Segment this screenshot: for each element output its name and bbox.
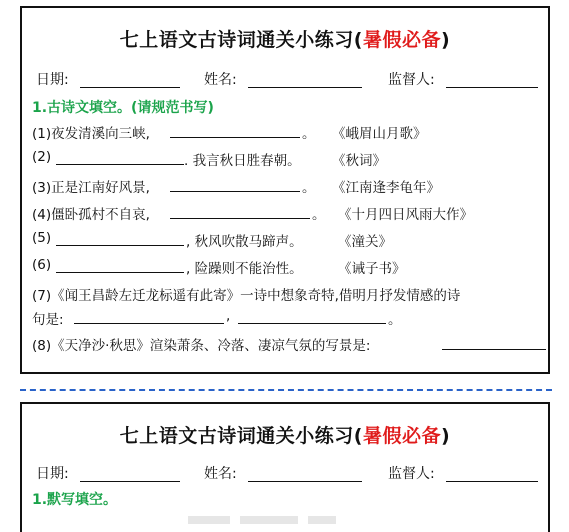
date-label: 日期: bbox=[36, 72, 69, 88]
item-prefix: (3)正是江南好风景, bbox=[32, 180, 150, 196]
supervisor-field[interactable] bbox=[446, 481, 538, 482]
item-source: 《十月四日风雨大作》 bbox=[338, 207, 473, 223]
page-separator bbox=[20, 389, 552, 391]
item-source: 《诫子书》 bbox=[338, 261, 406, 277]
worksheet-card-1 bbox=[20, 6, 550, 374]
title-text: 七上语文古诗词通关小练习( bbox=[119, 29, 363, 51]
answer-blank[interactable] bbox=[56, 245, 184, 246]
item-source: 《秋词》 bbox=[332, 153, 386, 169]
title-highlight: 暑假必备 bbox=[362, 425, 441, 447]
item-text: (8)《天净沙·秋思》渲染萧条、冷落、凄凉气氛的写景是: bbox=[32, 338, 371, 354]
item-source: 《潼关》 bbox=[338, 234, 392, 250]
item-text: 。 bbox=[302, 126, 316, 142]
item-prefix: (6) bbox=[32, 257, 52, 273]
item-text: , 秋风吹散马蹄声。 bbox=[186, 234, 303, 250]
item-text: 。 bbox=[302, 180, 316, 196]
section-heading: 1.默写填空。 bbox=[32, 492, 118, 508]
info-row bbox=[22, 463, 548, 487]
section-heading: 1.古诗文填空。(请规范书写) bbox=[32, 100, 214, 116]
item-text: . 我言秋日胜春朝。 bbox=[184, 153, 301, 169]
item-text: 。 bbox=[312, 207, 326, 223]
answer-blank[interactable] bbox=[170, 137, 300, 138]
name-label: 姓名: bbox=[204, 72, 237, 88]
item-comma: , bbox=[226, 308, 231, 324]
title-close: ) bbox=[441, 29, 451, 51]
item-source: 《江南逢李龟年》 bbox=[332, 180, 440, 196]
worksheet-title bbox=[22, 421, 548, 447]
item-prefix: (2) bbox=[32, 149, 52, 165]
supervisor-label: 监督人: bbox=[388, 72, 435, 88]
answer-blank[interactable] bbox=[74, 323, 224, 324]
item-prefix: 句是: bbox=[32, 312, 64, 328]
date-field[interactable] bbox=[80, 87, 180, 88]
worksheet-title bbox=[22, 25, 548, 51]
date-field[interactable] bbox=[80, 481, 180, 482]
toolbar-fragment bbox=[308, 516, 336, 524]
item-end: 。 bbox=[388, 312, 402, 328]
name-field[interactable] bbox=[248, 481, 362, 482]
answer-blank[interactable] bbox=[442, 349, 546, 350]
supervisor-label: 监督人: bbox=[388, 466, 435, 482]
toolbar-fragment bbox=[188, 516, 230, 524]
item-prefix: (5) bbox=[32, 230, 52, 246]
item-prefix: (4)僵卧孤村不自哀, bbox=[32, 207, 150, 223]
answer-blank[interactable] bbox=[170, 218, 310, 219]
title-close: ) bbox=[441, 425, 451, 447]
info-row bbox=[22, 69, 548, 93]
worksheet-card-2 bbox=[20, 402, 550, 532]
title-highlight: 暑假必备 bbox=[362, 29, 441, 51]
supervisor-field[interactable] bbox=[446, 87, 538, 88]
item-source: 《峨眉山月歌》 bbox=[332, 126, 427, 142]
name-field[interactable] bbox=[248, 87, 362, 88]
toolbar-fragment bbox=[240, 516, 298, 524]
answer-blank[interactable] bbox=[238, 323, 386, 324]
answer-blank[interactable] bbox=[56, 164, 184, 165]
item-text: (7)《闻王昌龄左迁龙标遥有此寄》一诗中想象奇特,借明月抒发情感的诗 bbox=[32, 288, 461, 304]
answer-blank[interactable] bbox=[170, 191, 300, 192]
item-prefix: (1)夜发清溪向三峡, bbox=[32, 126, 150, 142]
date-label: 日期: bbox=[36, 466, 69, 482]
answer-blank[interactable] bbox=[56, 272, 184, 273]
item-text: , 险躁则不能治性。 bbox=[186, 261, 303, 277]
title-text: 七上语文古诗词通关小练习( bbox=[119, 425, 363, 447]
name-label: 姓名: bbox=[204, 466, 237, 482]
